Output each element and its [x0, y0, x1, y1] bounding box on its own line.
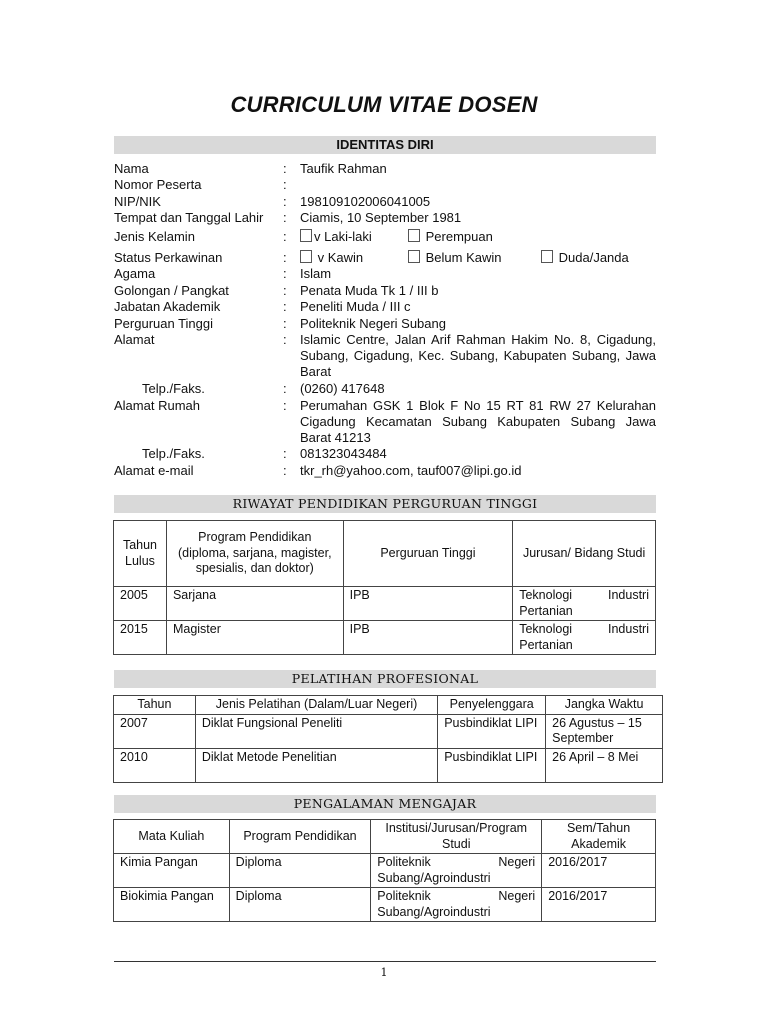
cell-line: Subang/Agroindustri: [377, 904, 491, 919]
cell-line: Teknologi Industri: [519, 622, 649, 636]
cell-tahun: 2015: [114, 621, 167, 655]
option-belum-kawin: [408, 250, 502, 266]
cell-waktu: 26 April – 8 Mei: [546, 748, 663, 782]
column-header: Jenis Pelatihan (Dalam/Luar Negeri): [195, 696, 437, 715]
section-header-identitas: IDENTITAS DIRI: [114, 136, 656, 154]
field-label: Status Perkawinan: [114, 250, 223, 265]
cell-institusi: [371, 888, 542, 922]
field-label: Perguruan Tinggi: [114, 316, 214, 331]
field-colon: :: [283, 194, 287, 209]
cell-semester: 2016/2017: [542, 888, 656, 922]
table-header-row: [114, 521, 656, 587]
option-laki-laki: [300, 229, 372, 245]
field-colon: :: [283, 332, 287, 347]
option-kawin: [300, 250, 363, 266]
field-value: Perumahan GSK 1 Blok F No 15 RT 81 RW 27 Kelurahan Cigadung Kecamatan Subang Kabupaten Subang Jawa Barat 41213: [300, 398, 656, 446]
cell-line: Subang/Agroindustri: [377, 870, 491, 885]
column-header: Sem/Tahun Akademik: [542, 820, 656, 854]
table-row: [114, 714, 663, 748]
cell-line: Politeknik Negeri: [377, 889, 536, 903]
field-label: Jabatan Akademik: [114, 299, 221, 314]
field-label: Telp./Faks.: [142, 446, 205, 461]
table-header-row: [114, 820, 656, 854]
field-colon: :: [283, 161, 287, 176]
field-value: Penata Muda Tk 1 / III b: [300, 283, 439, 298]
cell-tahun: 2010: [114, 748, 196, 782]
checkbox-icon: [408, 250, 420, 263]
column-header: Program Pendidikan (diploma, sarjana, magister, spesialis, dan doktor): [166, 521, 343, 587]
table-mengajar: [113, 819, 656, 922]
field-label: Agama: [114, 266, 156, 281]
cell-program: Magister: [166, 621, 343, 655]
column-header: Tahun: [114, 696, 196, 715]
field-label: Alamat Rumah: [114, 398, 200, 413]
field-value: 081323043484: [300, 446, 387, 461]
checkbox-icon: [408, 229, 420, 242]
field-value: 198109102006041005: [300, 194, 431, 209]
field-colon: :: [283, 177, 287, 192]
cell-mata-kuliah: Biokimia Pangan: [114, 888, 230, 922]
field-label: Nama: [114, 161, 149, 176]
field-label: Tempat dan Tanggal Lahir: [114, 210, 264, 225]
field-value: (0260) 417648: [300, 381, 385, 396]
table-pelatihan: [113, 695, 663, 783]
cell-waktu: 26 Agustus – 15 September: [546, 714, 663, 748]
option-duda-janda: [541, 250, 629, 266]
field-value: Peneliti Muda / III c: [300, 299, 411, 314]
page-number: 1: [380, 966, 388, 979]
field-colon: :: [283, 229, 287, 244]
cell-line: Pertanian: [519, 603, 573, 618]
field-label: NIP/NIK: [114, 194, 161, 209]
option-label: Perempuan: [425, 229, 493, 244]
cell-jenis: Diklat Metode Penelitian: [195, 748, 437, 782]
cell-jurusan: [513, 621, 656, 655]
cell-pt: IPB: [343, 587, 513, 621]
checkbox-icon: [300, 250, 312, 263]
field-colon: :: [283, 398, 287, 413]
option-label: v Laki-laki: [314, 229, 372, 244]
column-header: Jurusan/ Bidang Studi: [513, 521, 656, 587]
table-row: [114, 587, 656, 621]
cell-tahun: 2005: [114, 587, 167, 621]
field-label: Telp./Faks.: [142, 381, 205, 396]
field-label: Alamat: [114, 332, 155, 347]
cell-penyelenggara: Pusbindiklat LIPI: [438, 748, 546, 782]
field-label: Nomor Peserta: [114, 177, 202, 192]
cell-line: Pertanian: [519, 637, 573, 652]
column-header: Penyelenggara: [438, 696, 546, 715]
section-header-mengajar: PENGALAMAN MENGAJAR: [114, 795, 656, 813]
option-label: Duda/Janda: [558, 250, 629, 265]
table-header-row: [114, 696, 663, 715]
option-label: v Kawin: [317, 250, 364, 265]
cell-mata-kuliah: Kimia Pangan: [114, 854, 230, 888]
cell-jenis: Diklat Fungsional Peneliti: [195, 714, 437, 748]
table-row: [114, 621, 656, 655]
cell-penyelenggara: Pusbindiklat LIPI: [438, 714, 546, 748]
field-label: Jenis Kelamin: [114, 229, 195, 244]
section-header-pendidikan: RIWAYAT PENDIDIKAN PERGURUAN TINGGI: [114, 495, 656, 513]
cell-program: Sarjana: [166, 587, 343, 621]
field-colon: :: [283, 316, 287, 331]
field-colon: :: [283, 299, 287, 314]
checkbox-icon: [541, 250, 553, 263]
table-row: [114, 854, 656, 888]
field-label: Alamat e-mail: [114, 463, 194, 478]
cell-line: Politeknik Negeri: [377, 855, 536, 869]
cell-institusi: [371, 854, 542, 888]
column-header: Mata Kuliah: [114, 820, 230, 854]
column-header: Tahun Lulus: [114, 521, 167, 587]
table-pendidikan: [113, 520, 656, 655]
field-colon: :: [283, 266, 287, 281]
option-label: Belum Kawin: [425, 250, 502, 265]
option-perempuan: [408, 229, 493, 245]
column-header: Jangka Waktu: [546, 696, 663, 715]
field-value: Islamic Centre, Jalan Arif Rahman Hakim No. 8, Cigadung, Subang, Cigadung, Kec. Subang, Kabupaten Subang, Jawa Barat: [300, 332, 656, 380]
field-value: Islam: [300, 266, 332, 281]
field-label: Golongan / Pangkat: [114, 283, 229, 298]
section-header-pelatihan: PELATIHAN PROFESIONAL: [114, 670, 656, 688]
document-title: CURRICULUM VITAE DOSEN: [230, 92, 538, 117]
footer-divider: [114, 961, 656, 962]
field-value: Ciamis, 10 September 1981: [300, 210, 462, 225]
table-row: [114, 888, 656, 922]
column-header: Program Pendidikan: [229, 820, 371, 854]
field-value: Taufik Rahman: [300, 161, 387, 176]
cell-line: Teknologi Industri: [519, 588, 649, 602]
column-header: Perguruan Tinggi: [343, 521, 513, 587]
cell-program: Diploma: [229, 888, 371, 922]
field-colon: :: [283, 381, 287, 396]
field-colon: :: [283, 250, 287, 265]
field-value: tkr_rh@yahoo.com, tauf007@lipi.go.id: [300, 463, 522, 478]
cell-jurusan: [513, 587, 656, 621]
checkbox-icon: [300, 229, 312, 242]
field-colon: :: [283, 446, 287, 461]
cell-pt: IPB: [343, 621, 513, 655]
column-header: Institusi/Jurusan/Program Studi: [371, 820, 542, 854]
cell-tahun: 2007: [114, 714, 196, 748]
field-colon: :: [283, 283, 287, 298]
field-value: Politeknik Negeri Subang: [300, 316, 446, 331]
cell-semester: 2016/2017: [542, 854, 656, 888]
table-row: [114, 748, 663, 782]
field-colon: :: [283, 463, 287, 478]
field-colon: :: [283, 210, 287, 225]
cell-program: Diploma: [229, 854, 371, 888]
